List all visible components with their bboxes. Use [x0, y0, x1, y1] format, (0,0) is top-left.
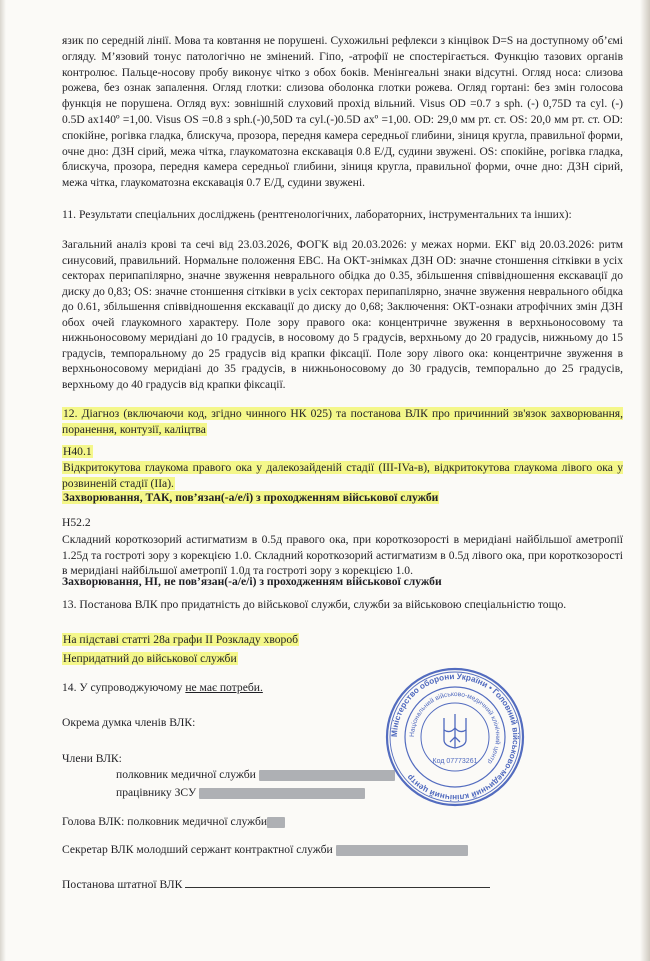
seal-outer-text: Міністерство оборони України • Головний військово-медичний клінічний центр [389, 671, 521, 803]
section13-decision-text: Непридатний до військової служби [63, 652, 237, 665]
staff-decision-line [62, 877, 623, 893]
scan-edge-left [0, 0, 6, 961]
head-name-redacted [267, 817, 285, 828]
member1-name-redacted [259, 770, 395, 781]
section14-prefix: 14. У супроводжуючому [62, 681, 186, 694]
head-line [62, 814, 362, 830]
seal-inner-text: Національний військово-медичний клінічний центр [408, 690, 502, 766]
seal-code: Код 07773261 [432, 758, 478, 765]
member1-rank: полковник медичної служби [116, 768, 256, 781]
section14-value: не має потреби. [185, 681, 263, 694]
separate-opinion-label: Окрема думка членів ВЛК: [62, 716, 196, 729]
secretary-rank: Секретар ВЛК молодший сержант контрактної служби [62, 843, 333, 856]
diagnosis2-description: Складний короткозорий астигматизм в 0.5д правого ока, при короткозорості в меридіані найбільшої аметропії 1.25д та гостроті зору з корекцією 1.0. Складний короткозорий астигматизм в 0.5д лівого ока, при короткозорості в меридіані найбільшої аметропії 1.0д та гостроті зору з корекцією 1.0. [62, 533, 623, 577]
member1-line [116, 767, 416, 783]
official-seal [384, 666, 526, 808]
section13-decision [62, 651, 623, 667]
section11-results: Загальний аналіз крові та сечі від 23.03.2026, ФОГК від 20.03.2026: у межах норми. ЕКГ від 20.03.2026: ритм синусовий, правильний. Нормальне положення ЕВС. На ОКТ-знімках ДЗН OD: значне стоншення сітківки в усіх секторах перипапілярно, значне звуження неврального обідка до 0.35, збільшення співвідношення екскавації до диску до 0,83; OS: значне стоншення сітківки в усіх секторах перипапілярно, значне звуження неврального обідка до 0.61, збільшення співвідношення екскавації до диску до 0,68; Заключення: ОКТ-ознаки атрофічних змін ДЗН обох очей глаукомного характеру. Поле зору правого ока: концентричне звуження в верхньоносовому та нижньоносовому меридіані до 10 градусів, в носовому до 5 градусів, верхньому до 20 градусів, нижньому до 15 градусів, темпоральному до 25 градусів від крапки фіксації. Поле зору лівого ока: концентричне звуження в верхньоносовому меридіані до 35 градусів, в нижньоносовому до 30 градусів, темпорально до 25 градусів, верхньому до 40 градусів від крапки фіксації. [62, 239, 623, 391]
secretary-name-redacted [336, 845, 468, 856]
member2-name-redacted [199, 788, 365, 799]
trident-icon [444, 714, 466, 748]
diagnosis2-verdict: Захворювання, НІ, не пов’язан(-а/е/і) з проходженням військової служби [62, 575, 442, 588]
diagnosis2-code: Н52.2 [62, 516, 91, 529]
member2-line [116, 785, 416, 801]
secretary-line [62, 842, 623, 858]
section11-heading: 11. Результати спеціальних досліджень (рентгенологічних, лабораторних, інструментальних та інших): [62, 208, 572, 221]
diagnosis1-code [62, 444, 623, 460]
section12-heading [62, 406, 623, 438]
section13-basis-text: На підставі статті 28а графи ІІ Розкладу хвороб [63, 633, 299, 646]
members-label: Члени ВЛК: [62, 752, 122, 765]
head-rank: Голова ВЛК: полковник медичної служби [62, 815, 268, 828]
diagnosis1-description-text: Відкритокутова глаукома правого ока у далекозайденій стадії (ІІІ-IVa-в), відкритокутова глаукома лівого ока у розвиненій стадії (ІІа). [62, 461, 623, 490]
exam-findings: язик по середній лінії. Мова та ковтання не порушені. Сухожильні рефлекси з кінцівок D=S на доступному об’ємі огляду. М’язовий тонус патологічно не змінений. Гіпо, -атрофії не спостерігається. Функцію тазових органів контролює. Пальце-носову пробу виконує чітко з обох боків. Менінгеальні знаки відсутні. Огляд носа: слизова рожева, без ознак запалення. Огляд глотки: слизова оболонка глотки рожева. Огляд гортані: без змін голосова функція не порушена. Огляд вух: зовнішній слуховий прохід вільний. Visus OD =0.7 з sph. (-) 0,75D та cyl. (-) 0.5D ax140º =1,00. Visus OS =0.8 з sph.(-)0,50D та cyl.(-)0.5D axº =1,00. OD: 29,0 мм рт. ст. OS: 20,0 мм рт. ст. OD: спокійне, рогівка гладка, блискуча, прозора, передня камера середньої глибини, зіниця кругла, правильної форми, очне дно: ДЗН сірий, межа чітка, глаукоматозна екскавація 0.8 Е/Д, судини звужені. OS: спокійне, рогівка гладка, блискуча, прозора, передня камера середньої глибини, зіниця кругла, правильної форми, очне дно: ДЗН сірий, межа чітка, глаукоматозна екскавація 0.7 Е/Д, судини звужені. [62, 35, 623, 190]
diagnosis1-code-text: Н40.1 [63, 445, 92, 458]
section13-basis [62, 632, 623, 648]
staff-decision-label: Постанова штатної ВЛК [62, 878, 183, 891]
section14 [62, 680, 623, 696]
section13-heading: 13. Постанова ВЛК про придатність до військової служби, служби за військовою спеціальністю тощо. [62, 598, 567, 611]
member2-rank: працівнику ЗСУ [116, 786, 197, 799]
diagnosis1-description [62, 460, 623, 492]
diagnosis1-verdict-text: Захворювання, ТАК, пов’язан(-а/е/і) з проходженням військової служби [63, 491, 439, 504]
diagnosis1-verdict [62, 490, 623, 506]
scan-edge-right [640, 0, 650, 961]
staff-decision-signature-field [185, 887, 490, 888]
section12-heading-text: 12. Діагноз (включаючи код, згідно чинного НК 025) та постанова ВЛК про причинний зв'язок захворювання, поранення, контузії, каліцтва [62, 407, 623, 436]
